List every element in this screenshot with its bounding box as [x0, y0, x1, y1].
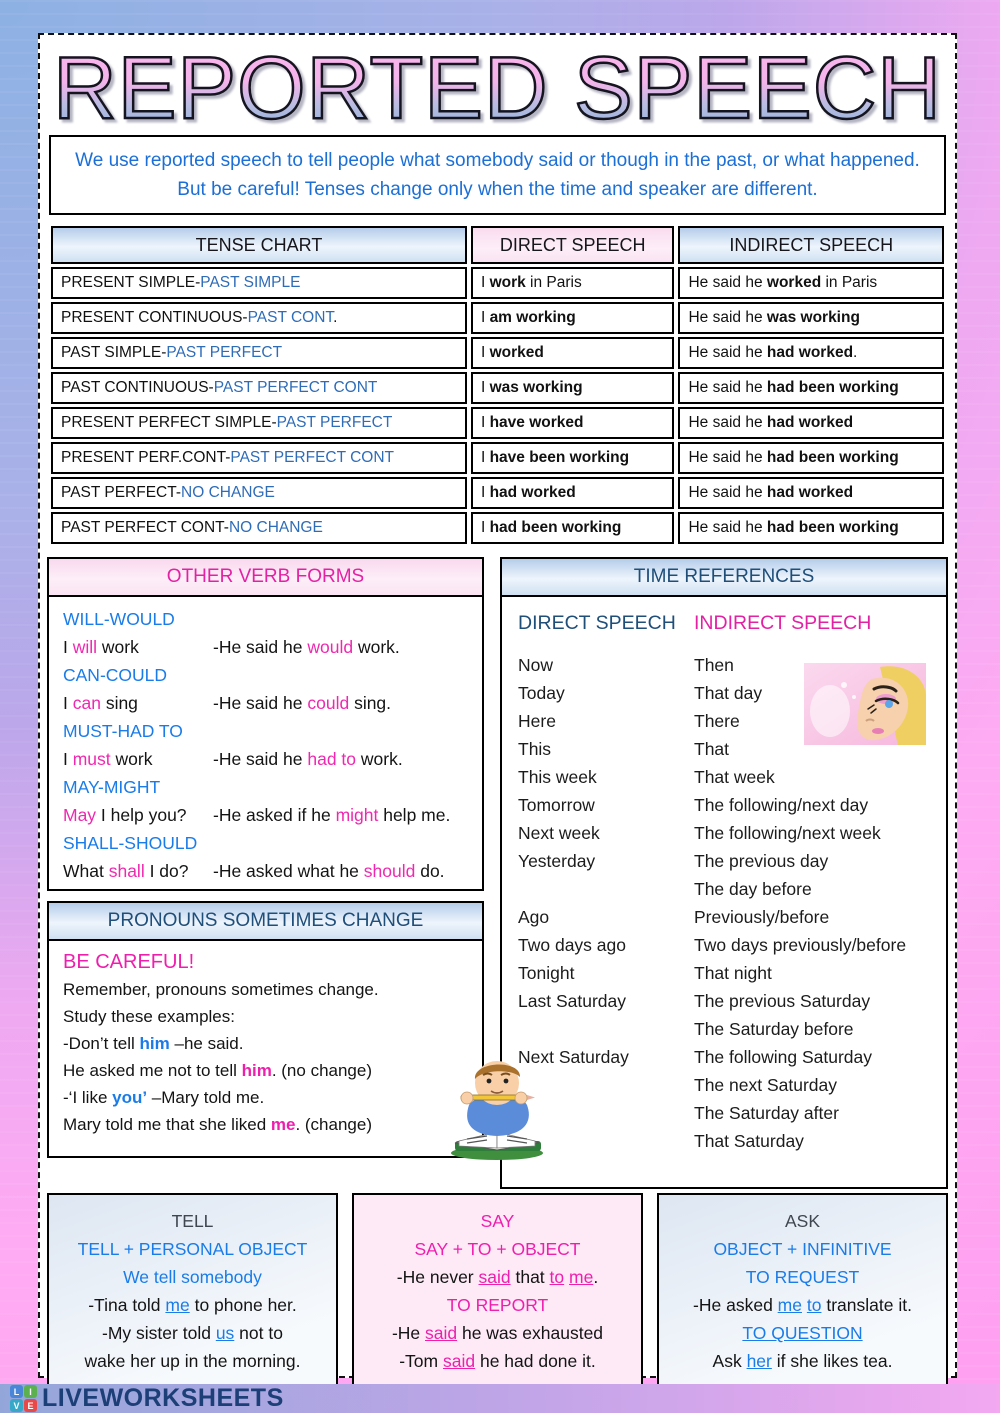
verb-form-example: I can sing -He said he could sing.: [63, 693, 392, 713]
logo-square: L: [10, 1385, 23, 1398]
say-line: SAY: [480, 1211, 515, 1231]
pronouns-line: Mary told me that she liked me. (change): [63, 1115, 372, 1134]
indirect-cell: He said he had been working: [678, 372, 944, 404]
say-line: TO REPORT: [446, 1295, 549, 1315]
tell-line: -My sister told us not to: [102, 1323, 283, 1343]
tense-chart-header: TENSE CHART: [51, 226, 467, 264]
time-indirect-cell: Two days previously/before: [694, 935, 907, 955]
direct-cell: I worked: [471, 337, 675, 369]
indirect-cell: He said he had been working: [678, 512, 944, 544]
tense-cell: PAST PERFECT CONT-NO CHANGE: [51, 512, 467, 544]
time-direct-cell: [518, 875, 694, 903]
time-direct-cell: Here: [518, 711, 556, 731]
tense-cell: PRESENT PERFECT SIMPLE-PAST PERFECT: [51, 407, 467, 439]
logo-square: I: [24, 1385, 37, 1398]
time-indirect-cell: The Saturday before: [694, 1019, 854, 1039]
say-line: SAY + TO + OBJECT: [414, 1239, 581, 1259]
pronouns-line: -‘I like you’ –Mary told me.: [63, 1088, 265, 1107]
pronouns-header: PRONOUNS SOMETIMES CHANGE: [49, 903, 482, 941]
tell-line: wake her up in the morning.: [84, 1351, 301, 1371]
time-references-box: [500, 557, 948, 1189]
tense-row: [51, 337, 944, 369]
tell-line: TELL: [171, 1211, 214, 1231]
ask-line: TO QUESTION: [742, 1323, 863, 1343]
ask-box: [657, 1193, 948, 1398]
indirect-cell: He said he was working: [678, 302, 944, 334]
time-direct-cell: Today: [518, 683, 565, 703]
tense-row: [51, 407, 944, 439]
time-indirect-cell: The day before: [694, 879, 812, 899]
tell-line: -Tina told me to phone her.: [88, 1295, 297, 1315]
tense-row: [51, 267, 944, 299]
tense-row: [51, 442, 944, 474]
ask-line: Ask her if she likes tea.: [712, 1351, 893, 1371]
direct-speech-header: DIRECT SPEECH: [471, 226, 675, 264]
logo-square: E: [24, 1399, 37, 1412]
time-indirect-cell: The Saturday after: [694, 1103, 839, 1123]
other-verb-forms-box: [47, 557, 484, 891]
verb-form-example: May I help you?-He asked if he might help me.: [63, 805, 451, 825]
tense-chart-table: [47, 223, 948, 547]
time-indirect-cell: The previous day: [694, 851, 829, 871]
time-direct-cell: Yesterday: [518, 851, 596, 871]
time-indirect-subheader: INDIRECT SPEECH: [694, 612, 872, 634]
boy-studying-illustration: [433, 1053, 565, 1161]
tense-row: [51, 302, 944, 334]
direct-cell: I had worked: [471, 477, 675, 509]
time-direct-cell: Now: [518, 655, 554, 675]
direct-cell: I work in Paris: [471, 267, 675, 299]
ask-line: TO REQUEST: [745, 1267, 860, 1287]
ask-line: -He asked me to translate it.: [693, 1295, 912, 1315]
time-indirect-cell: The following/next day: [694, 795, 869, 815]
ask-line: ASK: [784, 1211, 821, 1231]
verb-form-heading: CAN-COULD: [63, 665, 168, 685]
time-direct-cell: Ago: [518, 907, 550, 927]
pronouns-line: Remember, pronouns sometimes change.: [63, 980, 379, 999]
ask-line: OBJECT + INFINITIVE: [713, 1239, 892, 1259]
time-references-header: TIME REFERENCES: [502, 559, 946, 597]
time-direct-cell: Two days ago: [518, 935, 626, 955]
indirect-cell: He said he had been working: [678, 442, 944, 474]
time-direct-cell: Next Saturday: [518, 1047, 629, 1067]
time-indirect-cell: That: [694, 739, 730, 759]
time-direct-cell: [518, 1015, 694, 1043]
time-direct-cell: Last Saturday: [518, 991, 626, 1011]
say-line: -He said he was exhausted: [391, 1323, 604, 1343]
verb-form-example: I will work -He said he would work.: [63, 637, 400, 657]
direct-cell: I have been working: [471, 442, 675, 474]
other-verb-forms-header: OTHER VERB FORMS: [49, 559, 482, 597]
time-indirect-cell: Previously/before: [694, 907, 830, 927]
time-indirect-cell: That week: [694, 767, 775, 787]
tense-cell: PAST PERFECT-NO CHANGE: [51, 477, 467, 509]
indirect-cell: He said he had worked: [678, 407, 944, 439]
site-footer: [0, 1384, 1000, 1413]
direct-cell: I am working: [471, 302, 675, 334]
logo-square: V: [10, 1399, 23, 1412]
tense-row: [51, 372, 944, 404]
right-column: [500, 557, 948, 1189]
pronouns-line: BE CAREFUL!: [63, 951, 195, 973]
liveworksheets-wordmark[interactable]: LIVEWORKSHEETS: [42, 1384, 284, 1412]
time-direct-cell: This: [518, 739, 552, 759]
verb-forms-body: [49, 597, 482, 893]
usage-boxes: [47, 1193, 948, 1398]
verb-form-heading: SHALL-SHOULD: [63, 833, 198, 853]
intro-box: [49, 135, 946, 215]
time-indirect-cell: There: [694, 711, 740, 731]
time-direct-cell: This week: [518, 767, 597, 787]
time-indirect-cell: Then: [694, 655, 734, 675]
pronouns-body: [49, 941, 482, 1146]
direct-cell: I had been working: [471, 512, 675, 544]
indirect-cell: He said he worked in Paris: [678, 267, 944, 299]
time-direct-cell: Tomorrow: [518, 795, 595, 815]
time-indirect-cell: That night: [694, 963, 772, 983]
time-direct-cell: Next week: [518, 823, 600, 843]
tense-row: [51, 477, 944, 509]
indirect-cell: He said he had worked.: [678, 337, 944, 369]
verb-form-heading: MUST-HAD TO: [63, 721, 183, 741]
verb-form-heading: WILL-WOULD: [63, 609, 175, 629]
time-indirect-cell: The next Saturday: [694, 1075, 837, 1095]
say-line: -Tom said he had done it.: [399, 1351, 596, 1371]
time-indirect-cell: The previous Saturday: [694, 991, 871, 1011]
left-column: [47, 557, 484, 1189]
tense-cell: PRESENT PERF.CONT-PAST PERFECT CONT: [51, 442, 467, 474]
indirect-speech-header: INDIRECT SPEECH: [678, 226, 944, 264]
verb-form-heading: MAY-MIGHT: [63, 777, 161, 797]
tell-line: TELL + PERSONAL OBJECT: [77, 1239, 308, 1259]
direct-cell: I was working: [471, 372, 675, 404]
page-title: REPORTED SPEECH: [47, 47, 948, 129]
tense-cell: PRESENT CONTINUOUS-PAST CONT.: [51, 302, 467, 334]
tell-line: We tell somebody: [123, 1267, 262, 1287]
time-direct-cell: Tonight: [518, 963, 575, 983]
tense-cell: PAST SIMPLE-PAST PERFECT: [51, 337, 467, 369]
indirect-cell: He said he had worked: [678, 477, 944, 509]
tense-cell: PRESENT SIMPLE-PAST SIMPLE: [51, 267, 467, 299]
say-box: [352, 1193, 643, 1398]
girl-blowing-illustration: [804, 663, 926, 745]
time-indirect-cell: That Saturday: [694, 1131, 804, 1151]
time-indirect-cell: The following Saturday: [694, 1047, 873, 1067]
liveworksheets-logo[interactable]: [10, 1385, 37, 1412]
pronouns-line: He asked me not to tell him. (no change): [63, 1061, 373, 1080]
tense-cell: PAST CONTINUOUS-PAST PERFECT CONT: [51, 372, 467, 404]
tense-row: [51, 512, 944, 544]
verb-form-example: I must work -He said he had to work.: [63, 749, 403, 769]
tense-table-body: [51, 267, 944, 544]
intro-text: We use reported speech to tell people what somebody said or though in the past, or what happened. But be careful! Tenses change only when the time and speaker are different.: [75, 150, 920, 200]
tell-box: [47, 1193, 338, 1398]
direct-cell: I have worked: [471, 407, 675, 439]
time-indirect-cell: The following/next week: [694, 823, 881, 843]
pronouns-line: -Don’t tell him –he said.: [63, 1034, 244, 1053]
say-line: -He never said that to me.: [396, 1267, 599, 1287]
verb-form-example: What shall I do?-He asked what he should do.: [63, 861, 445, 881]
time-indirect-cell: That day: [694, 683, 763, 703]
worksheet-page: [38, 33, 957, 1378]
time-direct-subheader: DIRECT SPEECH: [518, 612, 676, 634]
pronouns-box: [47, 901, 484, 1158]
pronouns-line: Study these examples:: [63, 1007, 235, 1026]
